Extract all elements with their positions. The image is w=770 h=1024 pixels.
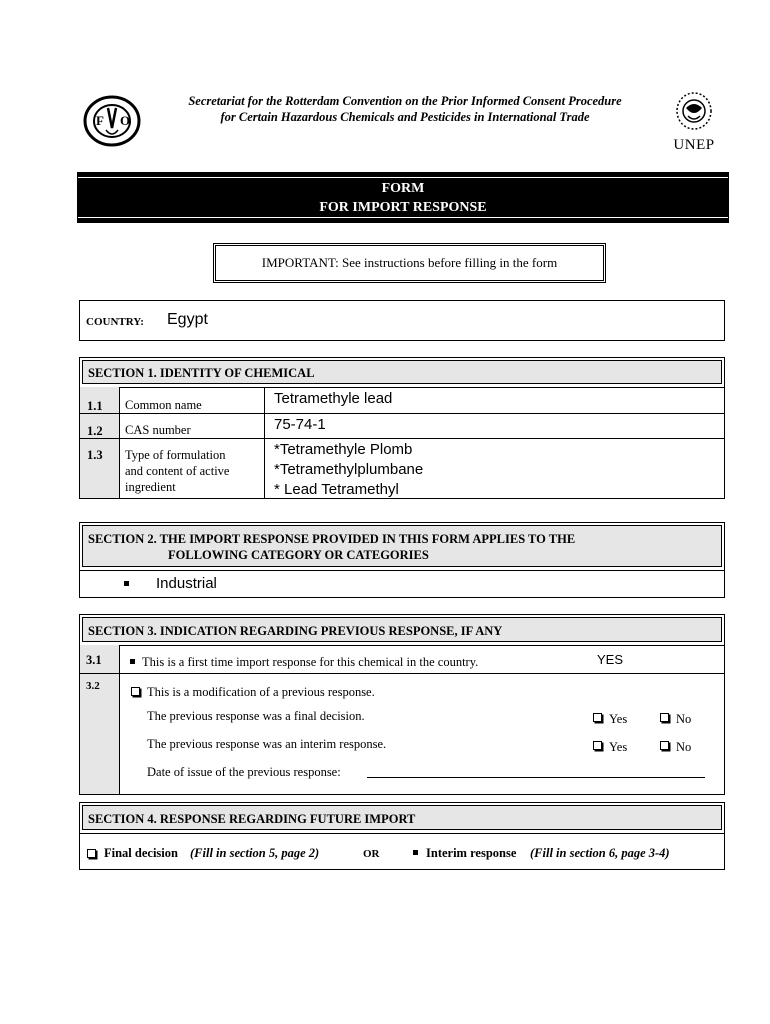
row-1-3-value-line-1: *Tetramethyle Plomb: [274, 441, 413, 458]
section-4: [79, 802, 725, 870]
row-1-3-num: 1.3: [87, 448, 103, 462]
fao-logo: [82, 94, 142, 148]
final-decision-text: The previous response was a final decision.: [147, 709, 365, 723]
category-value: Industrial: [156, 575, 217, 592]
section-4-title: SECTION 4. RESPONSE REGARDING FUTURE IMPORT: [88, 812, 416, 826]
interim-response-bullet[interactable]: [413, 850, 418, 855]
interim-no-label: No: [676, 740, 692, 754]
interim-yes-label: Yes: [609, 740, 628, 754]
form-title-bar: [77, 172, 729, 223]
row-1-1-label: Common name: [125, 398, 202, 412]
form-title-line-2: FOR IMPORT RESPONSE: [319, 200, 487, 215]
row-1-1-value: Tetramethyle lead: [274, 390, 393, 407]
row-1-3-label-line-2: and content of active: [125, 464, 230, 478]
final-decision-label: Final decision: [104, 846, 178, 860]
unep-logo: [666, 90, 722, 153]
category-bullet: [124, 581, 129, 586]
row-1-3-label-line-1: Type of formulation: [125, 448, 226, 462]
date-of-issue-field[interactable]: [367, 777, 705, 778]
row-1-3-value-line-3: * Lead Tetramethyl: [274, 481, 399, 498]
final-decision-checkbox[interactable]: [87, 849, 96, 858]
interim-response-text: The previous response was an interim response.: [147, 737, 387, 751]
row-1-2-value: 75-74-1: [274, 416, 326, 433]
interim-response-label: Interim response: [426, 846, 517, 860]
row-1-2-num: 1.2: [87, 424, 103, 438]
important-text: IMPORTANT: See instructions before filling in the form: [261, 255, 558, 270]
interim-no-checkbox[interactable]: [660, 741, 669, 750]
row-3-1-bullet: [130, 659, 135, 664]
section-2-header: [82, 525, 722, 567]
row-3-1-text: This is a first time import response for this chemical in the country.: [142, 655, 479, 669]
row-1-2-label: CAS number: [125, 423, 191, 437]
svg-text:O: O: [120, 113, 131, 128]
row-3-1-answer: YES: [597, 652, 624, 667]
section-2-title-line-1: SECTION 2. THE IMPORT RESPONSE PROVIDED IN THIS FORM APPLIES TO THE: [88, 532, 576, 546]
country-box: [79, 300, 725, 341]
header-line-2: for Certain Hazardous Chemicals and Pesticides in International Trade: [220, 110, 590, 124]
row-1-3-label-line-3: ingredient: [125, 480, 176, 494]
interim-response-note: (Fill in section 6, page 3-4): [530, 846, 670, 860]
final-yes-checkbox[interactable]: [593, 713, 602, 722]
date-of-issue-label: Date of issue of the previous response:: [147, 765, 341, 779]
or-label: OR: [363, 848, 380, 860]
important-box: [213, 243, 606, 283]
section-3: [79, 614, 725, 795]
section-2: [79, 522, 725, 598]
final-no-checkbox[interactable]: [660, 713, 669, 722]
section-1-title: SECTION 1. IDENTITY OF CHEMICAL: [88, 366, 315, 380]
svg-text:F: F: [96, 113, 104, 128]
section-1: [79, 357, 725, 499]
form-title-line-1: FORM: [381, 181, 425, 196]
section-2-title-line-2: FOLLOWING CATEGORY OR CATEGORIES: [168, 548, 429, 562]
final-yes-label: Yes: [609, 712, 628, 726]
row-3-2-text: This is a modification of a previous response.: [147, 685, 375, 699]
interim-yes-checkbox[interactable]: [593, 741, 602, 750]
final-decision-note: (Fill in section 5, page 2): [190, 846, 320, 860]
section-1-header: [82, 360, 722, 384]
unep-logo-text: UNEP: [673, 137, 715, 153]
final-no-label: No: [676, 712, 692, 726]
country-label: COUNTRY:: [86, 316, 144, 328]
row-3-1-num: 3.1: [86, 653, 102, 667]
row-1-3-value-line-2: *Tetramethylplumbane: [274, 461, 424, 478]
modification-checkbox[interactable]: [131, 687, 140, 696]
country-value: Egypt: [167, 311, 208, 328]
row-3-2-num: 3.2: [86, 680, 100, 692]
section-4-header: [82, 805, 722, 830]
section-3-title: SECTION 3. INDICATION REGARDING PREVIOUS RESPONSE, IF ANY: [88, 624, 503, 638]
section-3-header: [82, 617, 722, 642]
header-line-1: Secretariat for the Rotterdam Convention on the Prior Informed Consent Procedure: [188, 94, 622, 108]
row-1-1-num: 1.1: [87, 399, 103, 413]
